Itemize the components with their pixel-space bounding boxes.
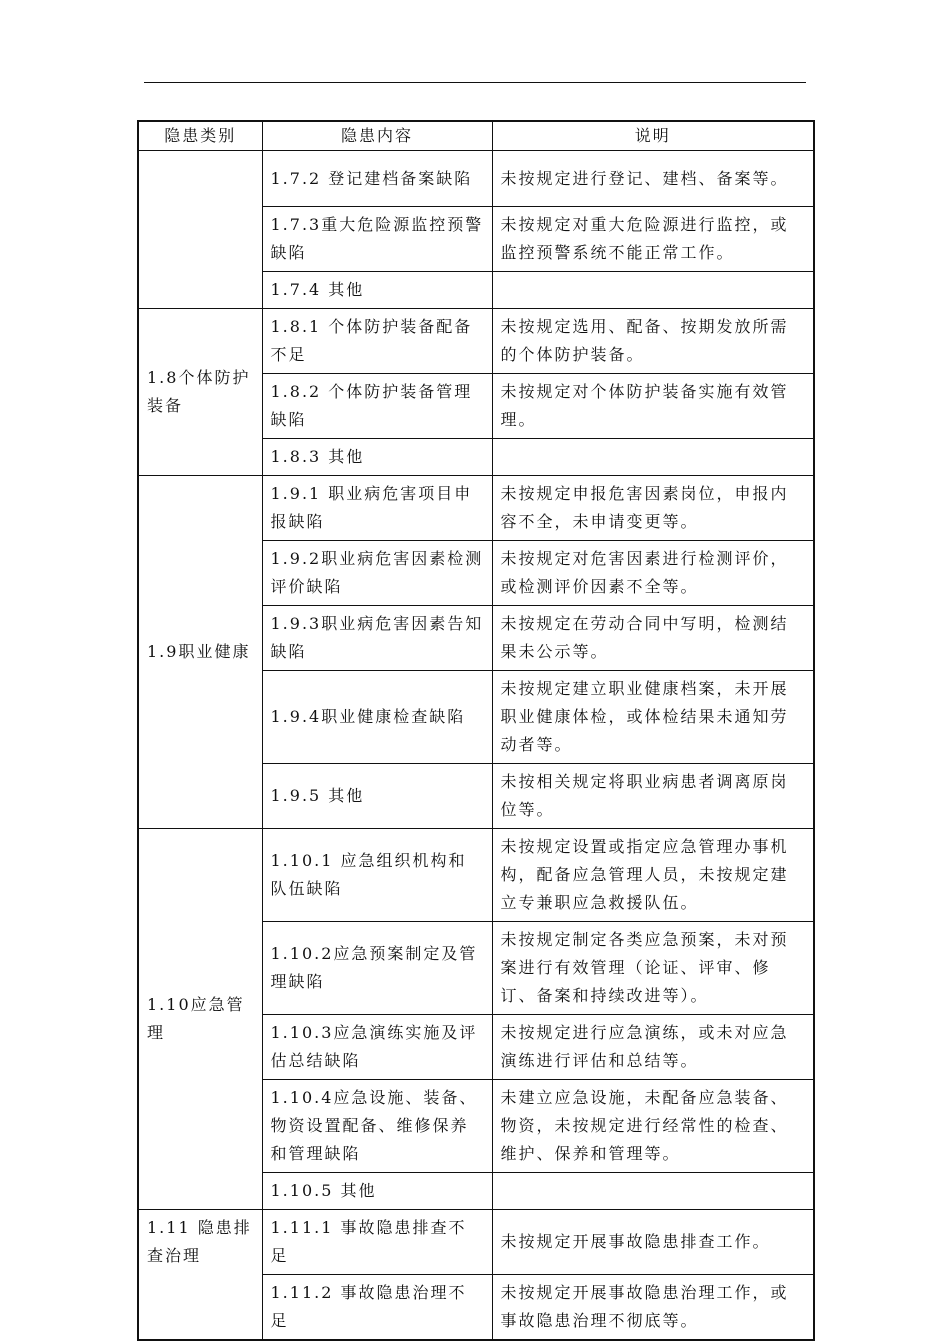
content-cell: 1.8.1 个体防护装备配备不足 [262,309,492,374]
note-cell: 未按规定对危害因素进行检测评价，或检测评价因素不全等。 [492,541,814,606]
content-cell: 1.9.5 其他 [262,764,492,829]
note-cell: 未按规定申报危害因素岗位，申报内容不全，未申请变更等。 [492,476,814,541]
content-cell: 1.9.3职业病危害因素告知缺陷 [262,606,492,671]
note-cell: 未按相关规定将职业病患者调离原岗位等。 [492,764,814,829]
content-cell: 1.9.1 职业病危害项目申报缺陷 [262,476,492,541]
note-cell: 未按规定建立职业健康档案，未开展职业健康体检，或体检结果未通知劳动者等。 [492,671,814,764]
note-cell [492,439,814,476]
header-note: 说明 [492,121,814,151]
note-cell: 未按规定设置或指定应急管理办事机构，配备应急管理人员，未按规定建立专兼职应急救援队伍。 [492,829,814,922]
note-cell: 未按规定制定各类应急预案，未对预案进行有效管理（论证、评审、修订、备案和持续改进等）。 [492,922,814,1015]
content-cell: 1.9.4职业健康检查缺陷 [262,671,492,764]
note-cell: 未按规定进行应急演练，或未对应急演练进行评估和总结等。 [492,1015,814,1080]
category-cell [138,151,262,309]
category-cell: 1.9职业健康 [138,476,262,829]
content-cell: 1.10.2应急预案制定及管理缺陷 [262,922,492,1015]
table-row [138,476,814,541]
content-cell: 1.7.4 其他 [262,272,492,309]
table-row [138,829,814,922]
note-cell: 未按规定开展事故隐患排查工作。 [492,1210,814,1275]
category-cell: 1.11 隐患排查治理 [138,1210,262,1341]
content-cell: 1.7.3重大危险源监控预警缺陷 [262,207,492,272]
category-cell: 1.8个体防护装备 [138,309,262,476]
content-cell: 1.9.2职业病危害因素检测评价缺陷 [262,541,492,606]
content-cell: 1.8.2 个体防护装备管理缺陷 [262,374,492,439]
note-cell: 未建立应急设施，未配备应急装备、物资，未按规定进行经常性的检查、维护、保养和管理等。 [492,1080,814,1173]
header-row [138,121,814,151]
header-category: 隐患类别 [138,121,262,151]
content-cell: 1.10.5 其他 [262,1173,492,1210]
header-rule [144,82,806,83]
table-row [138,309,814,374]
content-cell: 1.11.1 事故隐患排查不足 [262,1210,492,1275]
content-cell: 1.7.2 登记建档备案缺陷 [262,151,492,207]
content-cell: 1.10.4应急设施、装备、物资设置配备、维修保养和管理缺陷 [262,1080,492,1173]
content-cell: 1.10.3应急演练实施及评估总结缺陷 [262,1015,492,1080]
hazard-table [137,120,815,1341]
note-cell: 未按规定在劳动合同中写明，检测结果未公示等。 [492,606,814,671]
content-cell: 1.8.3 其他 [262,439,492,476]
header-content: 隐患内容 [262,121,492,151]
category-cell: 1.10应急管理 [138,829,262,1210]
content-cell: 1.10.1 应急组织机构和队伍缺陷 [262,829,492,922]
note-cell: 未按规定对个体防护装备实施有效管理。 [492,374,814,439]
note-cell [492,1173,814,1210]
note-cell: 未按规定对重大危险源进行监控，或监控预警系统不能正常工作。 [492,207,814,272]
note-cell: 未按规定选用、配备、按期发放所需的个体防护装备。 [492,309,814,374]
note-cell: 未按规定进行登记、建档、备案等。 [492,151,814,207]
note-cell [492,272,814,309]
table-row [138,151,814,207]
note-cell: 未按规定开展事故隐患治理工作，或事故隐患治理不彻底等。 [492,1275,814,1341]
table-row [138,1210,814,1275]
content-cell: 1.11.2 事故隐患治理不足 [262,1275,492,1341]
